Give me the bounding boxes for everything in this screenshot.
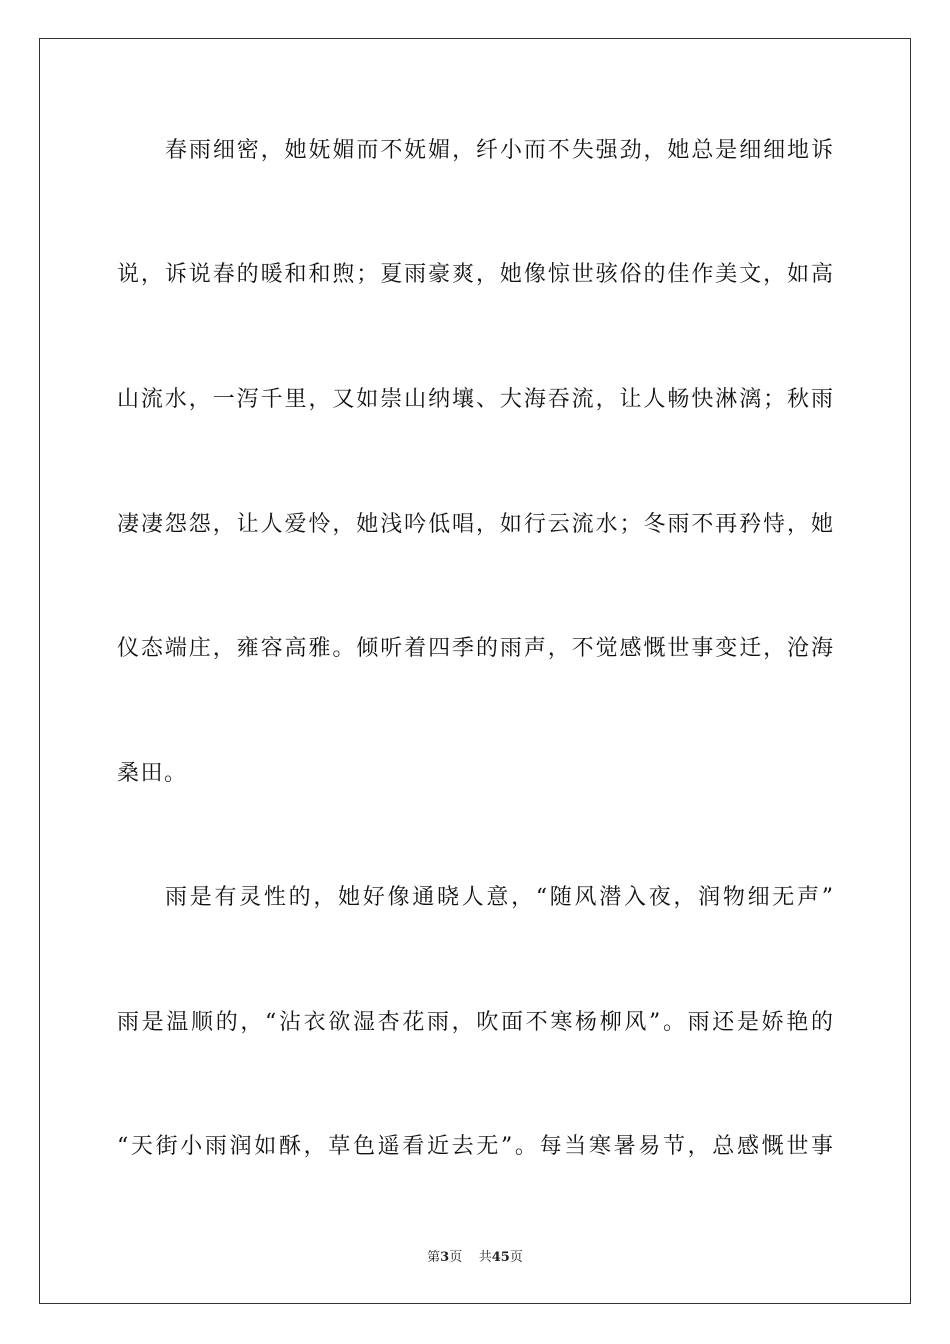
paragraph-2-line-1: 雨是有灵性的，她好像通晓人意，“随风潜入夜，润物细无声” <box>165 885 833 910</box>
total-pages: 45 <box>491 1250 510 1265</box>
page-border <box>39 38 911 1304</box>
page-suffix: 页 <box>449 1250 463 1265</box>
paragraph-1-line-2: 说，诉说春的暖和和煦；夏雨豪爽，她像惊世骇俗的佳作美文，如高 <box>117 262 833 287</box>
total-prefix: 共 <box>478 1250 492 1265</box>
page-number: 3 <box>440 1250 450 1265</box>
paragraph-2-line-3: “天街小雨润如酥，草色遥看近去无”。每当寒暑易节，总感慨世事 <box>117 1134 833 1159</box>
page-prefix: 第 <box>427 1250 441 1265</box>
page-footer <box>0 1246 950 1265</box>
total-suffix: 页 <box>509 1250 523 1265</box>
paragraph-1-line-3: 山流水，一泻千里，又如崇山纳壤、大海吞流，让人畅快淋漓；秋雨 <box>117 387 833 412</box>
paragraph-1-line-5: 仪态端庄，雍容高雅。倾听着四季的雨声，不觉感慨世事变迁，沧海 <box>117 636 833 661</box>
paragraph-2-line-2: 雨是温顺的，“沾衣欲湿杏花雨，吹面不寒杨柳风”。雨还是娇艳的 <box>117 1010 833 1035</box>
paragraph-1-line-4: 凄凄怨怨，让人爱怜，她浅吟低唱，如行云流水；冬雨不再矜恃，她 <box>117 512 833 537</box>
paragraph-1-line-6: 桑田。 <box>117 761 188 786</box>
paragraph-1-line-1: 春雨细密，她妩媚而不妩媚，纤小而不失强劲，她总是细细地诉 <box>165 138 833 163</box>
